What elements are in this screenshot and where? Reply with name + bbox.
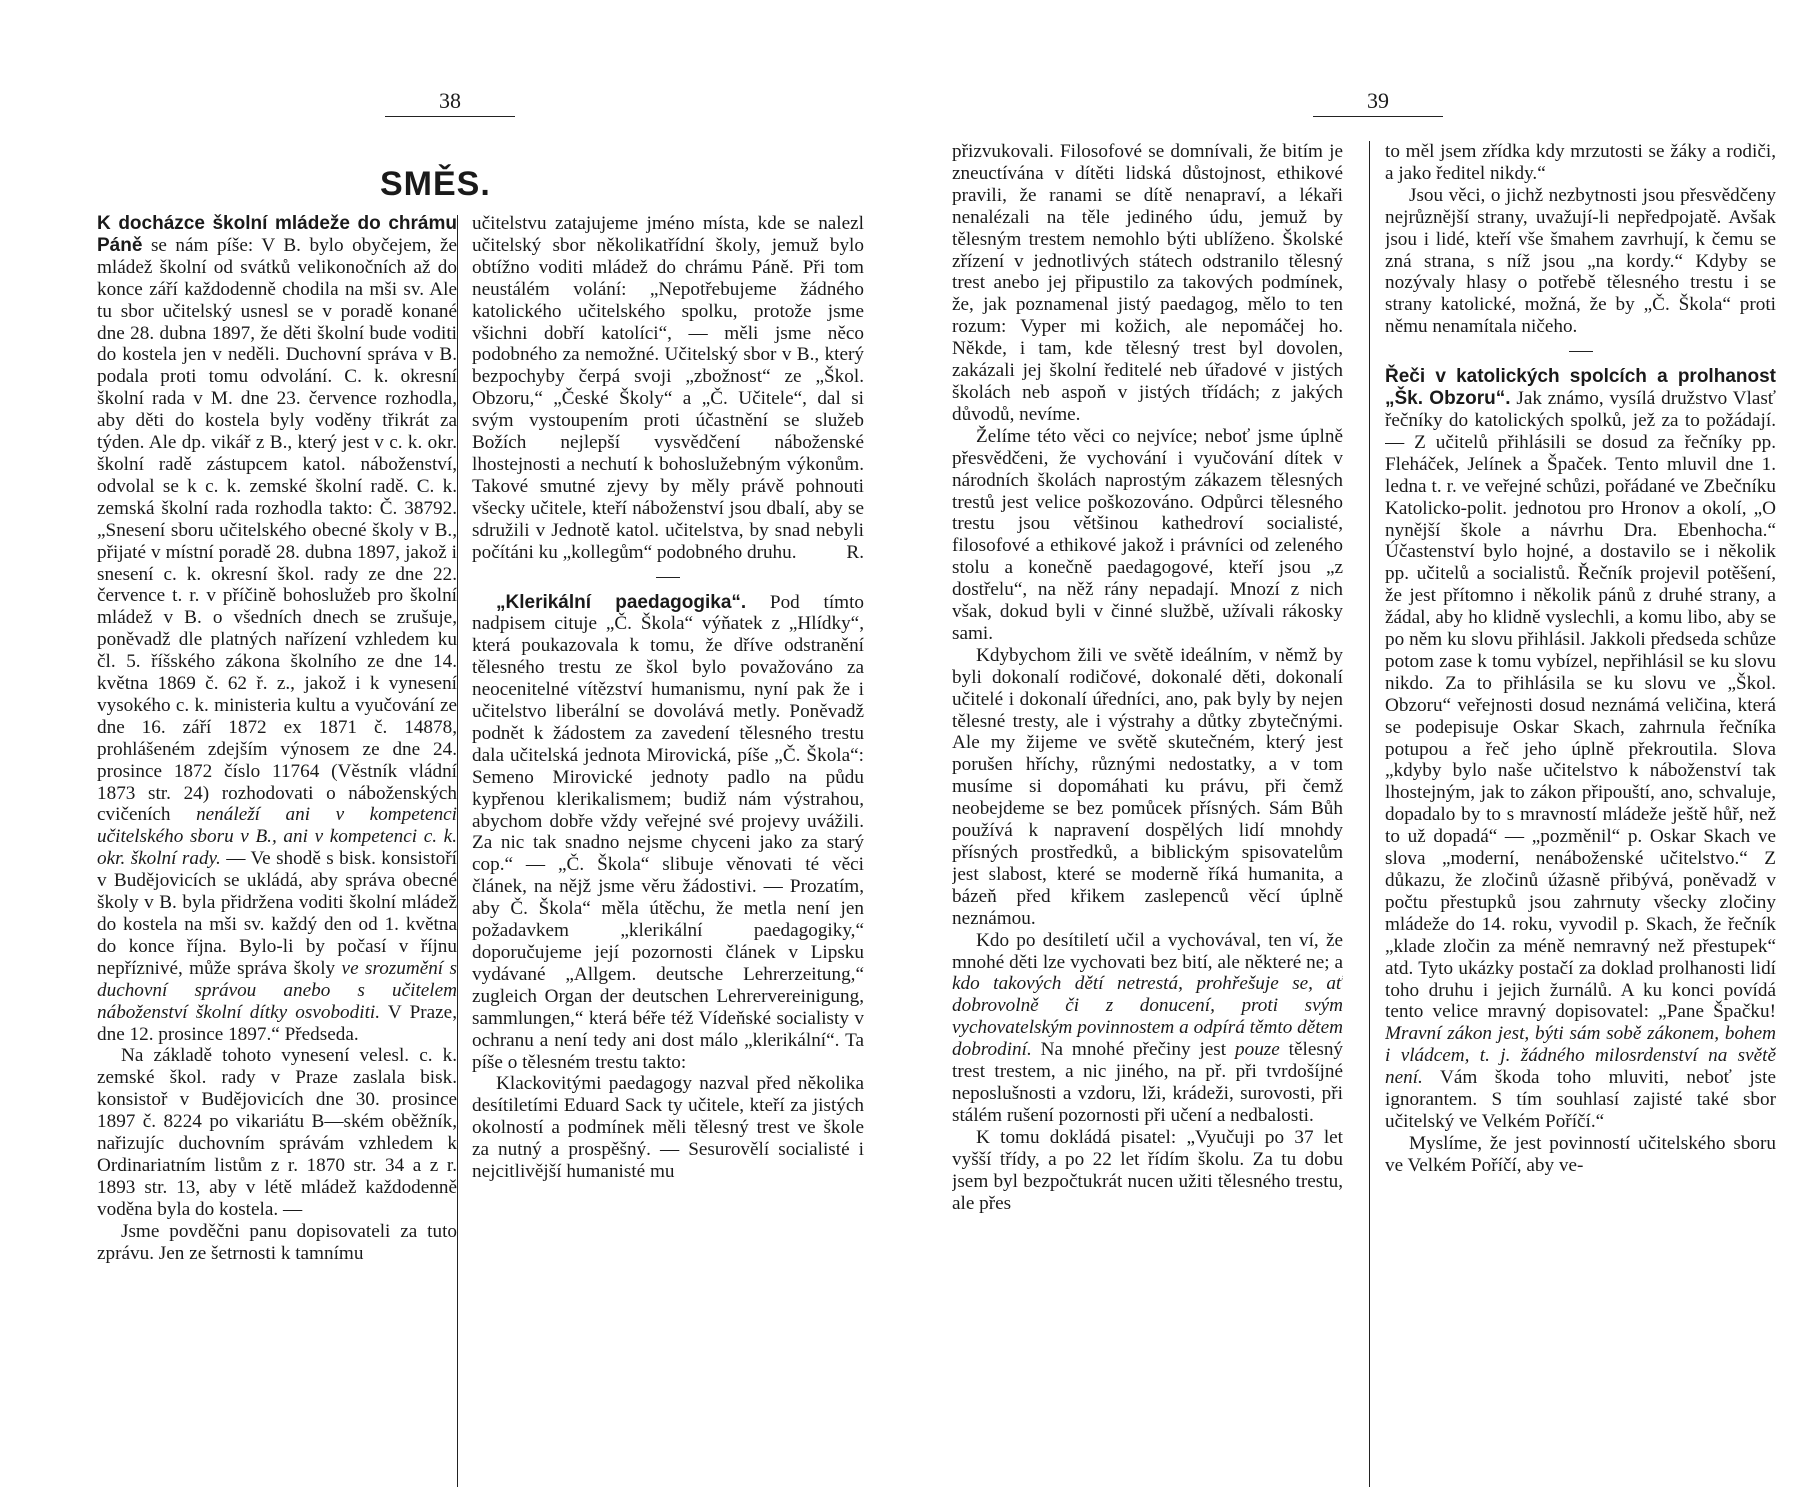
article-paragraph: Jsme povděčni panu dopisovateli za tuto zprávu. Jen ze šetrnosti k tamnímu — [97, 1220, 457, 1264]
article-heading: Řeči v katolických spolcích a prolhanost „Šk. Obzoru“. — [1385, 366, 1776, 410]
column-divider — [1369, 141, 1370, 1487]
article-italic-text: ve srozumění s duchovní správou anebo s učitelem náboženství školní dítky osvoboditi. — [97, 957, 457, 1023]
article-paragraph: K tomu dokládá pisatel: „Vyučuji po 37 let vyšší třídy, a po 22 let řídím školu. Za tu dobu jsem byl bezpočtukrát nucen užiti tělesného trestu, ale přes — [952, 1126, 1343, 1214]
right-column-2 — [1385, 141, 1776, 1498]
left-column-2 — [472, 213, 864, 1498]
article-paragraph: Kdybychom žili ve světě ideálním, v němž by byli dokonalí rodičové, dokonalé děti, dokonalí učitelé i dokonalí úředníci, ano, pak byly by nejen tělesné tresty, ale i výstrahy a důtky zbytečnými. Ale my žijeme ve světě skutečném, který jest porušen hříchy, různými nedostatky, a v tom musíme si dopomáhati ku právu, při čemž neobejdeme se bez pomůcek přísných. Sám Bůh používá k napravení dospělých lidí mnohdy přísných prostředků, a biblickým spisovatelům jest slabost, které se moderně říká humanita, a bázeň před křikem zaslepenců věcí úplně neznámou. — [952, 644, 1343, 929]
article-paragraph: přizvukovali. Filosofové se domnívali, že bitím je zneuctívána v dítěti lidská důstojnost, ethikové pravili, že ranami se dítě nenapraví, a lékaři nenalézali na těle jediného údu, jemuž by tělesným trestem nemohlo býti ublíženo. Školské zřízení v jednotlivých státech odstranilo tělesný trest anebo jej připustilo za takových podmínek, že, jak poznamenal jistý paedagog, mělo to ten rozum: Vyper mi kožich, ale nepomáčej ho. Někde, i tam, kde tělesný trest byl dovolen, zakázali jej školní ředitelé neb úřadové v jistých školách neb aspoň v jistých třídách; z jakých důvodů, nevíme. — [952, 141, 1343, 425]
article-text: učitelstvu zatajujeme jméno místa, kde se nalezl učitelský sbor několikatřídní školy, jemuž bylo obtížno voditi mládež do chrámu Páně. Při tom neustálém volání: „Nepotřebujeme žádného katolického učitelského spolku, protože jsme všichni dobří katolíci“, — měli jsme něco podobného za nemožné. Učitelský sbor v B., který bezpochyby čerpá svoji „zbožnost“ ze „Škol. Obzoru,“ „České Školy“ a „Č. Učitele“, dal si svým vystoupením proti účastnění se služeb Božích nejlepší vysvědčení náboženské lhostejnosti a nechutí k bohoslužebným výkonům. Takové smutné zjevy by měly právě pohnouti všecky učitele, kteří náboženství jsou dbalí, aby se sdružili v Jednotě katol. učitelstva, by snad nebyli počítáni ku „kollegům“ podobného druhu. — [472, 213, 864, 563]
article-paragraph — [472, 213, 864, 564]
article-text: Na mnohé přečiny jest — [1040, 1039, 1227, 1061]
article-text: Pod tímto nadpisem cituje „Č. Škola“ výňatek z „Hlídky“, která poukazovala k tomu, že dříve odstranění tělesného trestu ze škol bylo považováno za neocenitelné vítězství humanismu, nyní pak že i učitelstvo liberální se dovolává metly. Poněvadž podnět k žádostem za zavedení tělesného trestu dala učitelská jednota Mirovická, píše „Č. Škola“: Semeno Mirovické jednoty padlo na půdu kypřenou klerikalismem; budiž nám výstrahou, abychom dobře vždy veřejné své projevy uvážili. Za nic tak snadno nejsme chyceni jako za starý cop.“ — „Č. Škola“ slibuje věnovati té věci článek, na nějž jsme věru žádostivi. — Prozatím, aby Č. Škola“ měla útěchu, že metla není jen požadavkem „klerikální paedagogiky,“ doporučujeme její pozornosti článek v Lipsku vydávané „Allgem. deutsche Lehrerzeitung,“ zugleich Organ der deutschen Lehrervereinigung, sammlungen,“ která béře též Vídeňské socialisty v ochranu a není tedy ani dost málo „klerikální“. Ta píše o tělesném trestu takto: — [472, 591, 864, 1073]
left-column-1 — [97, 213, 457, 1498]
article-text: Vám škoda toho mluviti, neboť jste ignorantem. S tím souhlasí zajisté také sbor učitelský ve Velkém Poříčí.“ — [1385, 1067, 1776, 1132]
article-italic-text: kdo takových dětí netrestá, prohřešuje se, ať dobrovolně či z donucení, proti svým vychovatelským povinnostem a odpírá těmto dětem dobrodiní. — [952, 973, 1343, 1061]
article-italic-text: nenáleží ani v kompetenci učitelského sboru v B., ani v kompetenci c. k. okr. školní rady. — [97, 804, 457, 870]
article-paragraph: Myslíme, že jest povinností učitelského sboru ve Velkém Poříčí, aby ve- — [1385, 1132, 1776, 1176]
article-text: „Pane Špačku! — [1658, 1001, 1776, 1023]
section-separator — [472, 568, 864, 586]
article-paragraph — [472, 592, 864, 1074]
article-italic-text: pouze — [1235, 1039, 1280, 1061]
article-heading: K docházce školní mládeže do chrámu Páně — [97, 213, 457, 256]
article-paragraph: Jsou věci, o jichž nezbytnosti jsou přesvědčeny nejrůznější strany, uvažují-li nepředpojatě. Avšak jsou i lidé, kteří vše šmahem zavrhují, k čemu se zná strana, s níž jsou „na kordy.“ Kdyby se nozývaly hlasy o potřebě tělesného trestu i se strany katolické, možná, že by „Č. Škola“ proti němu nenamítala ničeho. — [1385, 184, 1776, 338]
article-paragraph: Klackovitými paedagogy nazval před několika desítiletími Eduard Sack ty učitele, kteří za jistých okolností a podmínek měli tělesný trest ve škole za nutný a prospěšný. — Sesurovělí socialisté i nejcitlivější humanisté mu — [472, 1073, 864, 1183]
article-paragraph — [952, 930, 1343, 1127]
article-text: Kdo po desítiletí učil a vychovával, ten ví, že mnohé děti lze vychovati bez bití, ale některé ne; a — [952, 929, 1343, 973]
article-text: — Ve shodě s bisk. konsistoří v Budějovicích se ukládá, aby správa obecné školy v B. byla přidržena voditi školní mládež do kostela na mši sv. každý den od 1. května do konce října. Bylo-li by počasí v říjnu nepříznivé, může správa školy — [97, 848, 457, 979]
article-text: se nám píše: V B. bylo obyčejem, že mládež školní od svátků velikonočních až do konce září každodenně chodila na mši sv. Ale tu sbor učitelský usnesl se v poradě konané dne 28. dubna 1897, že děti školní bude voditi do kostela jen v neděli. Duchovní správa v B. podala proti tomu odvolání. C. k. okresní školní rada v M. dne 23. července rozhodla, aby děti do kostela byly voděny třikrát za týden. Ale dp. vikář z B., který jest v c. k. okr. školní radě zástupcem katol. náboženství, odvolal se k c. k. zemské školní radě. C. k. zemská školní rada rozhodla takto: Č. 38792. „Snesení sboru učitelského obecné školy v B., přijaté v místní poradě 28. dubna 1897, jakož i snesení c. k. okresní škol. rady ze dne 22. července t. r. v příčině bohoslužeb pro školní mládež v B. o všedních dnech se zrušuje, poněvadž dle platných nařízení vzhledem ku čl. 5. říšského zákona školního ze dne 14. května 1869 č. 62 ř. z., jakož i k vynesení vysokého c. k. ministeria kultu a vyučování ze dne 16. září 1872 ex 1871 č. 14878, prohlášeném zdejším výnosem ze dne 24. prosince 1872 číslo 11764 (Věstník vládní 1873 str. 24) rozhodovati o náboženských cvičeních — [97, 234, 457, 826]
article-paragraph — [1385, 366, 1776, 1133]
column-divider — [457, 215, 458, 1487]
page-number-rule-left — [385, 116, 515, 117]
article-paragraph: Na základě tohoto vynesení velesl. c. k. zemské škol. rady v Praze zaslala bisk. konsistoř v Budějovicích dne 30. prosince 1897 č. 8224 po vikariátu B—ském oběžník, nařizujíc duchovním správám vzhledem k Ordinariatním listům z r. 1870 str. 34 a z r. 1893 str. 13, aby v létě mládež každodenně voděna byla do kostela. — — [97, 1045, 457, 1220]
article-text: V Praze, dne 12. prosince 1897.“ Předseda. — [97, 1001, 457, 1045]
section-separator — [1385, 342, 1776, 360]
page-number-right: 39 — [1367, 88, 1389, 113]
article-heading: „Klerikální paedagogika“. — [496, 591, 747, 613]
article-italic-text: Mravní zákon jest, býti sám sobě zákonem, bohem i vládcem, t. j. žádného milosrdenství na světě není. — [1385, 1023, 1776, 1089]
signature: R. — [846, 541, 864, 563]
right-column-1 — [952, 141, 1343, 1498]
right-page — [907, 0, 1814, 1500]
article-paragraph: Želíme této věci co nejvíce; neboť jsme úplně přesvědčeni, že vychování i vyučování dítek v národních školách naprostým zákazem tělesných trestů jest velice poškozováno. Odpůrci tělesného trestu jsou většinou kathedroví socialisté, filosofové a ethikové jakož i právníci od zeleného stolu a konečně paedagogové, kteří jsou „z dostřelu“, na něž rány nepadají. Mnozí z nich však, dokud byli v činné službě, užívali rákosky sami. — [952, 425, 1343, 644]
article-text: Jak známo, vysílá družstvo Vlasť řečníky do katolických spolků, jež za to požádají. — Z učitelů přihlásili se dosud za řečníky pp. Fleháček, Jelínek a Špaček. Tento mluvil dne 1. ledna t. r. ve veřejné schůzi, pořádané ve Zbečníku Katolicko-polit. jednotou pro Hronov a okolí, „O nynější škole a návrhu Dra. Ebenhocha.“ Účastenství bylo hojné, a dostavilo se i několik pp. učitelů a socialistů. Řečník projevil potěšení, že jest přítomno i několik pánů z druhé strany, a žádal, aby ho klidně vyslechli, a komu libo, aby se po něm ku slovu přihlásil. Jakkoli předseda schůze potom zase k tomu vybízel, nepřihlásil se ku slovu nikdo. Za to přihlásila se ku slovu ve „Škol. Obzoru“ veřejnosti dosud neznámá veličina, která se podepisuje Oskar Skach, zahrnula řečníka potupou a řeč jeho úplně překroutila. Slova „kdyby bylo naše učitelstvo k náboženství tak lhostejným, jak to zákon připouští, ano, schvaluje, dopadalo by to s mravností mládeže ještě hůř, než to už dopadá“ — „pozměnil“ p. Oskar Skach ve slova „moderní, nenáboženské učitelstvo.“ Z důkazu, že zločinů úžasně přibývá, poněvadž v počtu přestupků jsou zahrnuty všecky zločiny mládeže do 14. roku, vyvodil p. Skach, že řečník „klade zločin za méně nemravný než přestupek“ atd. Tyto ukázky postačí za doklad prolhanosti lidí toho druhu i jejich žurnálů. A ku konci povídá tento velice mravný dopisovatel: — [1385, 388, 1776, 1023]
page-number-left: 38 — [439, 88, 461, 113]
article-text: tělesný trest trestem, a nic jiného, na př. při tvrdošíjné neposlušnosti a vzdoru, lži, krádeži, surovosti, při stálém rušení pozornosti při učení a nedbalosti. — [952, 1039, 1343, 1126]
article-paragraph — [97, 213, 457, 1045]
section-title: SMĚS. — [380, 165, 491, 203]
page-number-rule-right — [1313, 116, 1443, 117]
article-paragraph: to měl jsem zřídka kdy mrzutosti se žáky a rodiči, a jako ředitel nikdy.“ — [1385, 141, 1776, 184]
